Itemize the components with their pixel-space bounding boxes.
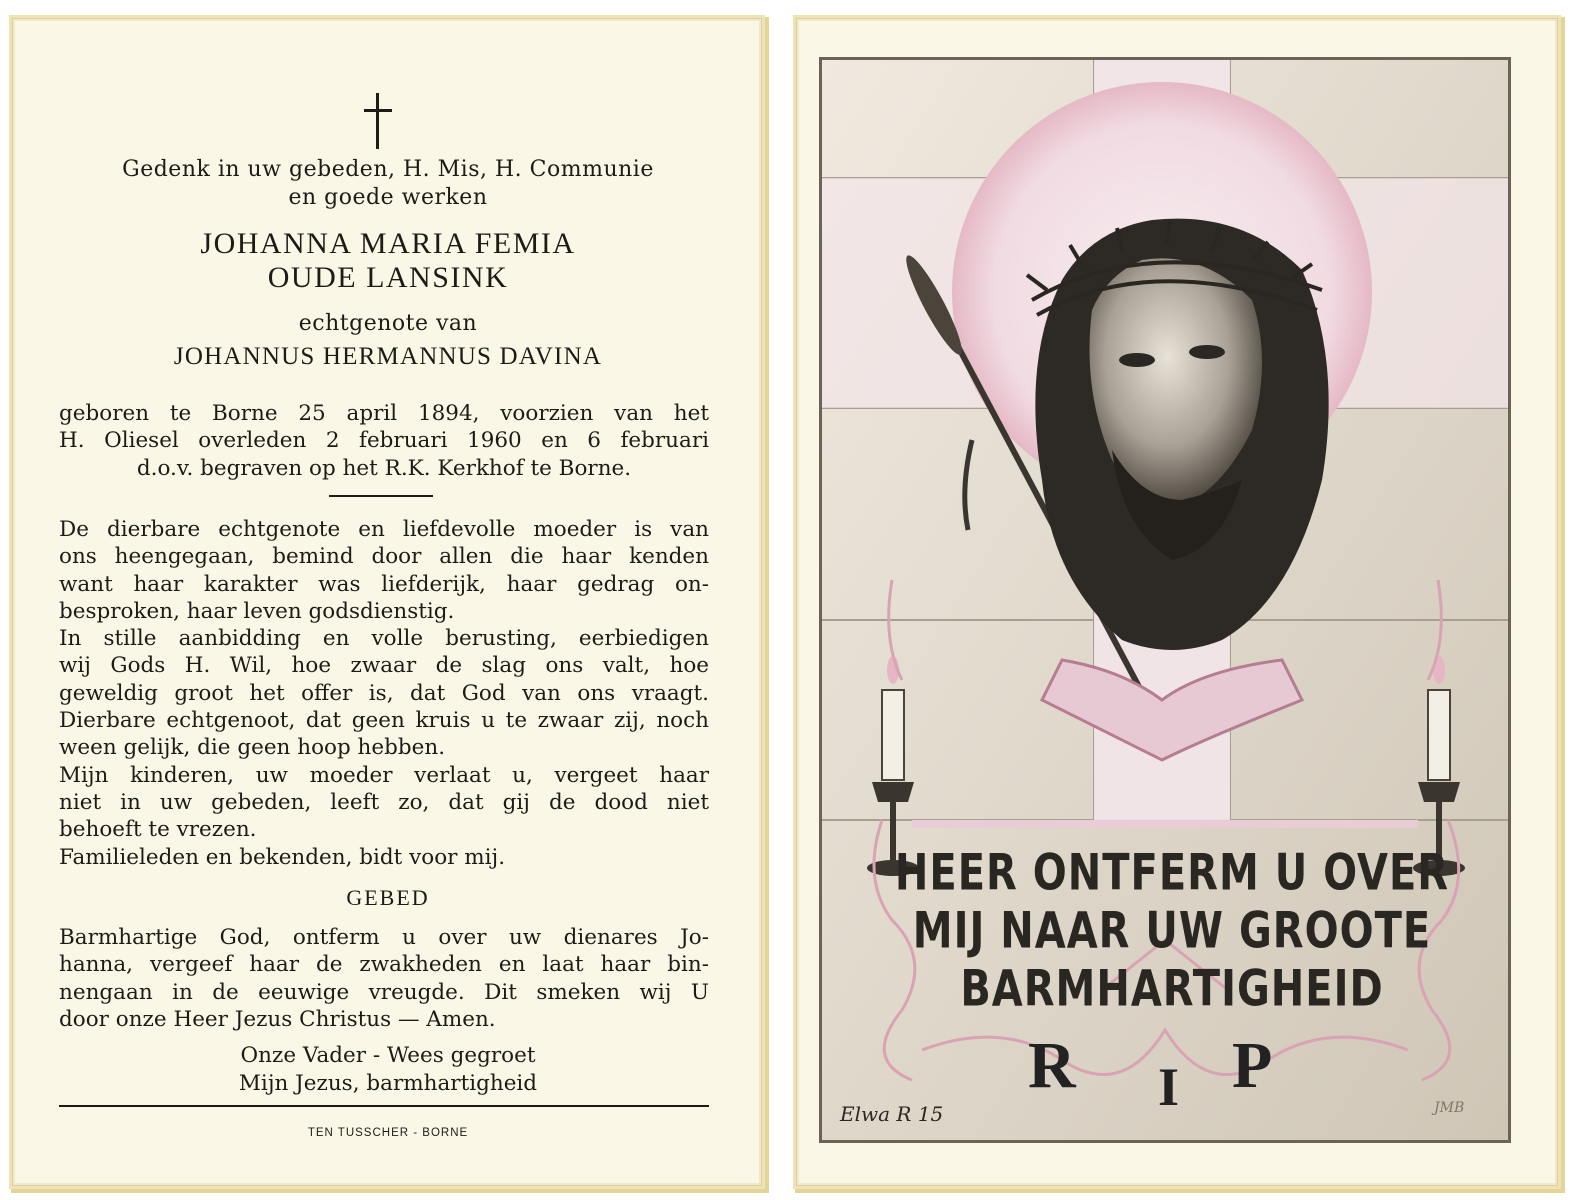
prayer-title: GEBED	[346, 885, 430, 910]
memorial-line: besproken, haar leven godsdienstig.	[59, 598, 455, 624]
printer-credit: TEN TUSSCHER - BORNE	[307, 1127, 469, 1139]
footer-divider	[59, 1105, 709, 1107]
memorial-line: wij Gods H. Wil, hoe zwaar de slag ons valt, hoe	[59, 653, 709, 679]
rip-letter-p: P	[1232, 1029, 1273, 1102]
rip-letter-i: I	[1158, 1057, 1180, 1117]
birth-death-paragraph	[59, 401, 709, 483]
birth-line: geboren te Borne 25 april 1894, voorzien van het	[59, 401, 709, 426]
memorial-line: behoeft te vrezen.	[59, 817, 257, 843]
memorial-line: geweldig groot het offer is, dat God van ons vraagt.	[59, 680, 709, 706]
memorial-line: De dierbare echtgenote en liefdevolle moeder is van	[59, 517, 709, 542]
memorial-line: ons heengegaan, bemind door allen die haar kenden	[59, 544, 709, 570]
devotional-illustration	[819, 57, 1511, 1143]
memorial-line: want haar karakter was liefderijk, haar gedrag on-	[59, 571, 709, 597]
motto-line-2: MIJ NAAR UW GROOTE	[912, 902, 1432, 960]
right-eye	[1189, 345, 1225, 359]
prayer-paragraph	[59, 925, 709, 1034]
memorial-paragraph	[59, 517, 709, 872]
closing-prayers-line-1: Onze Vader - Wees gegroet	[240, 1043, 536, 1068]
memorial-card-image-side	[796, 18, 1558, 1186]
spouse-of-label: echtgenote van	[298, 311, 478, 336]
memorial-line: ween gelijk, die geen hoop hebben.	[59, 735, 446, 761]
motto-banner-line	[912, 820, 1418, 828]
publisher-signature: Elwa R 15	[840, 1102, 944, 1126]
birth-line: H. Oliesel overleden 2 februari 1960 en 6 februari	[59, 428, 709, 454]
memorial-line: In stille aanbidding en volle berusting, eerbiedigen	[59, 626, 709, 652]
cross-icon	[358, 91, 398, 151]
commemoration-line-1: Gedenk in uw gebeden, H. Mis, H. Communie	[122, 157, 654, 182]
spouse-name: JOHANNUS HERMANNUS DAVINA	[173, 343, 603, 370]
prayer-line: door onze Heer Jezus Christus — Amen.	[59, 1006, 496, 1032]
rip-letter-r: R	[1028, 1029, 1076, 1102]
deceased-name-line-1: JOHANNA MARIA FEMIA	[200, 227, 576, 260]
artist-monogram: JMB	[1434, 1100, 1465, 1116]
deceased-name-line-2: OUDE LANSINK	[267, 261, 509, 294]
memorial-line: Dierbare echtgenoot, dat geen kruis u te zwaar zij, noch	[59, 708, 709, 734]
memorial-line: niet in uw gebeden, leeft zo, dat gij de dood niet	[59, 789, 709, 815]
motto-line-1: HEER ONTFERM U OVER	[894, 844, 1450, 902]
prayer-line: hanna, vergeef haar de zwakheden en laat haar bin-	[59, 952, 709, 978]
section-divider	[329, 495, 433, 497]
prayer-line: Barmhartige God, ontferm u over uw dienares Jo-	[59, 925, 709, 950]
memorial-line: Familieleden en bekenden, bidt voor mij.	[59, 844, 506, 870]
prayer-line: nengaan in de eeuwige vreugde. Dit smeken wij U	[59, 979, 709, 1005]
left-eye	[1119, 353, 1155, 367]
memorial-line: Mijn kinderen, uw moeder verlaat u, vergeet haar	[59, 762, 709, 788]
commemoration-line-2: en goede werken	[288, 185, 488, 210]
birth-line: d.o.v. begraven op het R.K. Kerkhof te Borne.	[136, 455, 632, 481]
motto-line-3: BARMHARTIGHEID	[960, 960, 1384, 1018]
closing-prayers-line-2: Mijn Jezus, barmhartigheid	[238, 1071, 538, 1096]
memorial-card-text-side	[12, 18, 762, 1186]
